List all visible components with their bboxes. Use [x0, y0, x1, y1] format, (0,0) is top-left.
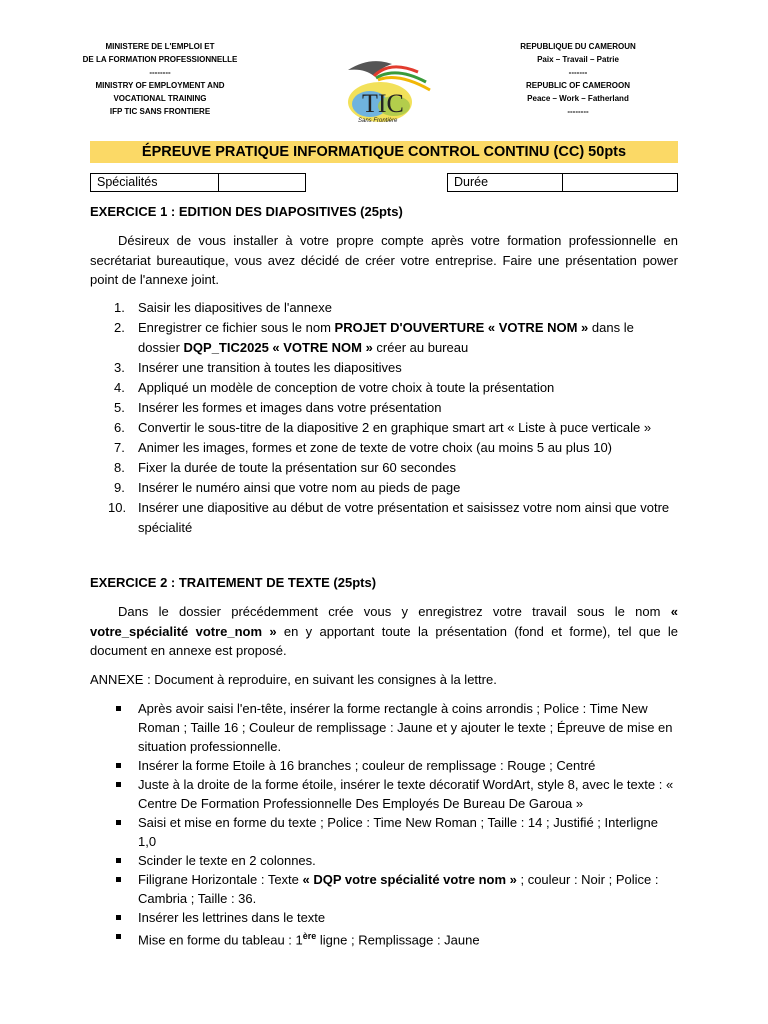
annexe-line: ANNEXE : Document à reproduire, en suivant les consignes à la lettre. — [90, 672, 497, 687]
list-item: 1. Saisir les diapositives de l'annexe — [114, 300, 332, 315]
school-logo — [330, 46, 440, 128]
list-item: 3. Insérer une transition à toutes les diapositives — [114, 360, 402, 375]
list-item: 9. Insérer le numéro ainsi que votre nom au pieds de page — [114, 480, 461, 495]
header-left — [60, 40, 260, 118]
list-item: Scinder le texte en 2 colonnes. — [90, 851, 678, 870]
duree-field[interactable] — [563, 174, 677, 191]
exercise1-intro: Désireux de vous installer à votre propre compte après votre formation professionnelle en secrétariat bureautique, vous avez décidé de créer votre entreprise. Faire une présentation power point de l'annexe joint. — [90, 233, 678, 287]
exam-title: ÉPREUVE PRATIQUE INFORMATIQUE CONTROL CONTINU (CC) 50pts — [90, 141, 678, 163]
header-left-line3: MINISTRY OF EMPLOYMENT AND — [95, 81, 225, 90]
duree-box — [447, 173, 678, 192]
list-item: 10. Insérer une diapositive au début de votre présentation et saisissez votre nom ainsi que votre spécialité — [108, 500, 670, 535]
bullet-icon — [116, 782, 121, 787]
header-left-line2: DE LA FORMATION PROFESSIONNELLE — [82, 55, 238, 64]
header-right-line2: Paix – Travail – Patrie — [537, 55, 619, 64]
exercise2-intro: Dans le dossier précédemment crée vous y enregistrez votre travail sous le nom « votre_spécialité votre_nom » en y apportant toute la présentation (fond et forme), tel que le document en annexe est proposé. — [90, 604, 678, 658]
bullet-icon — [116, 820, 121, 825]
list-item: Filigrane Horizontale : Texte « DQP votre spécialité votre nom » ; couleur : Noir ; Police : Cambria ; Taille : 36. — [90, 870, 678, 908]
list-item: 6. Convertir le sous-titre de la diapositive 2 en graphique smart art « Liste à puce verticale » — [114, 420, 652, 435]
bullet-icon — [116, 858, 121, 863]
list-item: Après avoir saisi l'en-tête, insérer la forme rectangle à coins arrondis ; Police : Time New Roman ; Taille 16 ; Couleur de remplissage : Jaune et y ajouter le texte ; Épreuve de mise en situation professionnelle. — [90, 699, 678, 756]
logo-subtext: Sans Frontière — [358, 118, 398, 124]
header-left-sep: -------- — [149, 68, 171, 77]
header-right-sep: ------- — [568, 68, 588, 77]
list-item: Insérer les lettrines dans le texte — [90, 908, 678, 927]
list-item: Mise en forme du tableau : 1ère ligne ; Remplissage : Jaune — [90, 927, 678, 949]
list-item: Insérer la forme Etoile à 16 branches ; couleur de remplissage : Rouge ; Centré — [90, 756, 678, 775]
header-left-line4: VOCATIONAL TRAINING — [113, 94, 207, 103]
exercise1-heading: EXERCICE 1 : EDITION DES DIAPOSITIVES (25pts) — [90, 204, 403, 219]
list-item: 5. Insérer les formes et images dans votre présentation — [114, 400, 442, 415]
list-item: 7. Animer les images, formes et zone de texte de votre choix (au moins 5 au plus 10) — [114, 440, 613, 455]
header-right-sep2: -------- — [567, 107, 589, 116]
list-item: 8. Fixer la durée de toute la présentation sur 60 secondes — [114, 460, 456, 475]
duree-label: Durée — [448, 174, 563, 191]
specialites-label: Spécialités — [91, 174, 219, 191]
logo-text: TIC — [362, 89, 404, 118]
header-left-line5: IFP TIC SANS FRONTIERE — [109, 107, 211, 116]
exercise2-heading: EXERCICE 2 : TRAITEMENT DE TEXTE (25pts) — [90, 575, 377, 590]
list-item: Juste à la droite de la forme étoile, insérer le texte décoratif WordArt, style 8, avec le texte : « Centre De Formation Professionnelle Des Employés De Bureau De Garoua » — [90, 775, 678, 813]
header-left-line1: MINISTERE DE L'EMPLOI ET — [105, 42, 215, 51]
header-right-line4: Peace – Work – Fatherland — [527, 94, 629, 103]
exercise1-list — [90, 298, 678, 538]
bullet-icon — [116, 763, 121, 768]
list-item: Saisi et mise en forme du texte ; Police : Time New Roman ; Taille : 14 ; Justifié ; Interligne 1,0 — [90, 813, 678, 851]
specialites-box — [90, 173, 306, 192]
list-item: 2. Enregistrer ce fichier sous le nom PROJET D'OUVERTURE « VOTRE NOM » dans le dossier DQP_TIC2025 « VOTRE NOM » créer au bureau — [114, 320, 634, 355]
specialites-field[interactable] — [219, 174, 305, 191]
exercise2-bullets — [90, 699, 678, 949]
bullet-icon — [116, 915, 121, 920]
list-item: 4. Appliqué un modèle de conception de votre choix à toute la présentation — [114, 380, 555, 395]
bullet-icon — [116, 877, 121, 882]
header-right-line3: REPUBLIC OF CAMEROON — [526, 81, 630, 90]
bullet-icon — [116, 934, 121, 939]
bullet-icon — [116, 706, 121, 711]
header-right-line1: REPUBLIQUE DU CAMEROUN — [520, 42, 636, 51]
header-right — [478, 40, 678, 118]
